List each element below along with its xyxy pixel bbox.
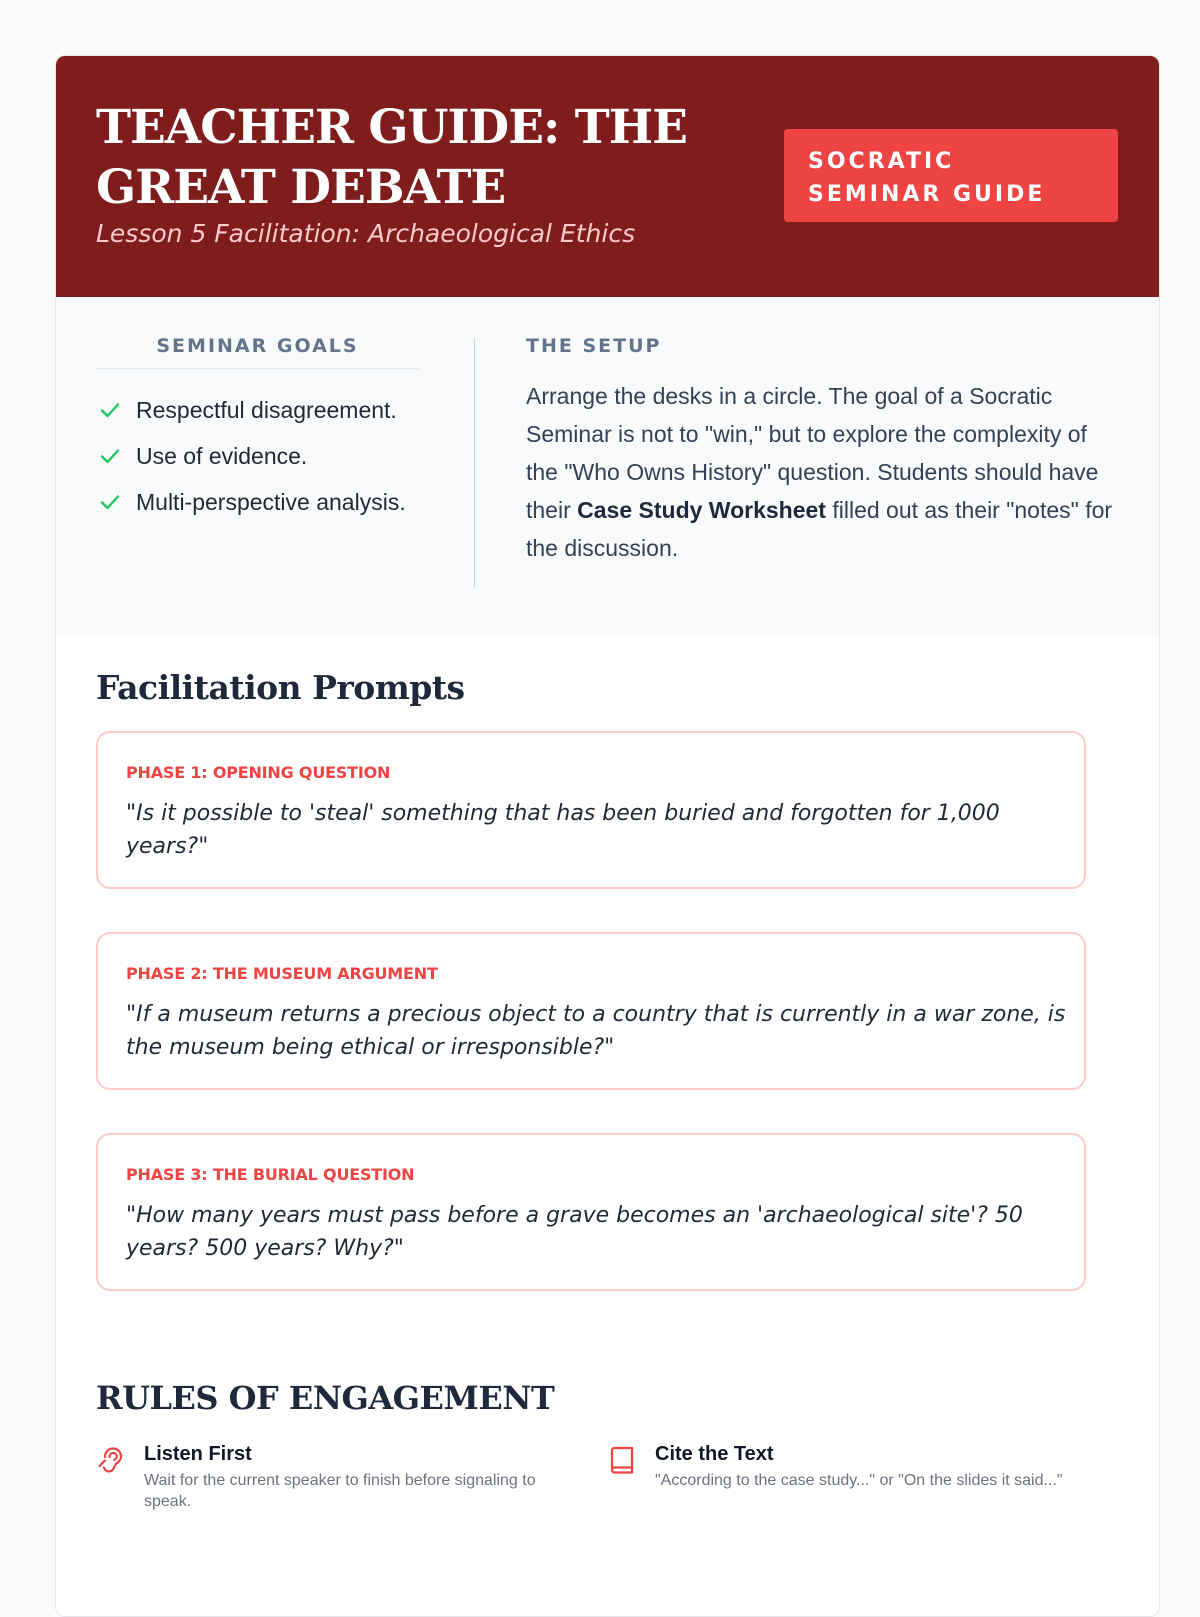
setup-heading: THE SETUP — [526, 335, 662, 357]
ear-icon — [96, 1445, 126, 1475]
setup-text-before: Arrange the desks in a circle. The goal of a Socratic Seminar is not to "win," but to explore the complexity of the "Who Owns History" question. Students should have their — [526, 383, 1099, 523]
rule-title: Listen First — [144, 1443, 252, 1465]
prompt-question: "How many years must pass before a grave becomes an 'archaeological site'? 50 years? 500 years? Why?" — [126, 1203, 1023, 1261]
phase-label: PHASE 2: THE MUSEUM ARGUMENT — [126, 964, 438, 983]
prompt-question: "Is it possible to 'steal' something that has been buried and forgotten for 1,000 years?" — [126, 801, 1000, 859]
setup-text-after: filled out as their "notes" for the discussion. — [526, 497, 1113, 561]
prompt-card-phase-2 — [96, 932, 1086, 1090]
check-icon — [98, 398, 122, 422]
goal-text: Use of evidence. — [136, 443, 308, 469]
prompt-card-phase-1 — [96, 731, 1086, 889]
phase-label: PHASE 1: OPENING QUESTION — [126, 763, 391, 782]
check-icon — [98, 490, 122, 514]
check-icon — [98, 444, 122, 468]
page-subtitle: Lesson 5 Facilitation: Archaeological Ethics — [96, 219, 636, 248]
prompt-card-phase-3 — [96, 1133, 1086, 1291]
rule-description: Wait for the current speaker to finish before signaling to speak. — [144, 1472, 536, 1510]
goal-item — [96, 439, 436, 473]
column-divider — [474, 338, 475, 588]
rule-title: Cite the Text — [655, 1443, 774, 1465]
phase-label: PHASE 3: THE BURIAL QUESTION — [126, 1165, 415, 1184]
page-title: TEACHER GUIDE: THE GREAT DEBATE — [96, 100, 687, 215]
goal-text: Respectful disagreement. — [136, 397, 397, 423]
worksheet-name: Case Study Worksheet — [577, 497, 826, 523]
book-icon — [607, 1445, 637, 1475]
setup-text — [526, 377, 1116, 567]
info-panel — [56, 297, 1159, 636]
rule-description: "According to the case study..." or "On the slides it said..." — [655, 1472, 1063, 1489]
goals-list — [96, 393, 436, 531]
goal-item — [96, 485, 436, 519]
teacher-guide-card — [55, 55, 1160, 1617]
prompts-heading: Facilitation Prompts — [96, 668, 465, 707]
goals-heading: SEMINAR GOALS — [96, 335, 419, 369]
goal-item — [96, 393, 436, 427]
goal-text: Multi-perspective analysis. — [136, 489, 406, 515]
prompt-question: "If a museum returns a precious object to a country that is currently in a war zone, is the museum being ethical or irresponsible?" — [126, 1002, 1066, 1060]
guide-header — [56, 56, 1159, 297]
rules-heading: RULES OF ENGAGEMENT — [96, 1379, 555, 1417]
seminar-guide-badge: SOCRATIC SEMINAR GUIDE — [784, 129, 1118, 222]
